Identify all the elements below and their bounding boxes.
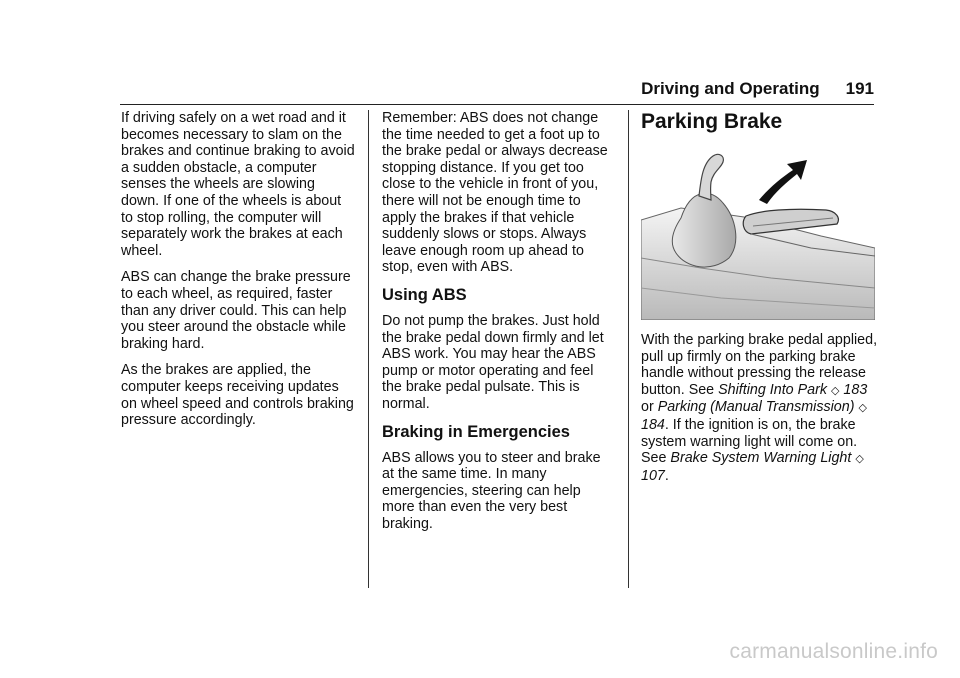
column-2 [382,110,614,542]
column-divider [368,110,369,588]
paragraph: ABS can change the brake pressure to each wheel, as required, faster than any driver could. This can help you steer around the obstacle while braking hard. [121,269,351,352]
page-ref-icon: ◇ [858,402,867,415]
subheading-braking-emergencies: Braking in Emergencies [382,422,570,441]
page-ref[interactable]: 107 [641,467,665,484]
link-shifting-into-park[interactable]: Shifting Into Park [718,381,827,398]
link-brake-system-warning-light[interactable]: Brake System Warning Light [670,450,852,467]
column-1 [121,110,357,439]
paragraph: Do not pump the brakes. Just hold the brake pedal down firmly and let ABS work. You may hear the ABS pump or motor operating and feel the brake pedal pulsate. This is normal. [382,312,604,412]
page-ref-icon: ◇ [830,384,840,397]
section-heading: Parking Brake [641,110,783,133]
watermark: carmanualsonline.info [729,640,938,663]
section-title: Driving and Operating [641,79,820,98]
page-number: 191 [845,79,874,98]
header-rule [120,104,874,105]
page-ref[interactable]: 184 [641,416,665,433]
column-3 [641,110,881,494]
link-parking-manual-transmission[interactable]: Parking (Manual Transmission) [657,399,855,416]
paragraph: With the parking brake pedal applied, pull up firmly on the parking brake handle without pressing the release button. See Shifting Into Park ◇ 183 or Parking (Manual Transmission) ◇ 184. If the ignition is on, the brake system warning light will come on. See Brake System Warning Light ◇ 107. [641,332,878,484]
page-ref-icon: ◇ [855,453,864,466]
parking-brake-lever-icon [641,148,875,320]
column-divider [628,110,629,588]
paragraph: As the brakes are applied, the computer keeps receiving updates on wheel speed and controls braking pressure accordingly. [121,362,354,429]
parking-brake-illustration [641,148,875,320]
page-ref[interactable]: 183 [843,381,868,398]
paragraph: Remember: ABS does not change the time needed to get a foot up to the brake pedal or always decrease stopping distance. If you get too close to the vehicle in front of you, there will not be enough time to apply the brakes if that vehicle suddenly slows or stops. Always leave enough room up ahead to stop, even with ABS. [382,110,608,276]
running-header [641,79,874,99]
paragraph: ABS allows you to steer and brake at the same time. In many emergencies, steering can help more than even the very best braking. [382,449,601,532]
paragraph: If driving safely on a wet road and it becomes necessary to slam on the brakes and continue braking to avoid a sudden obstacle, a computer senses the wheels are slowing down. If one of the wheels is about to stop rolling, the computer will separately work the brakes at each wheel. [121,110,355,259]
subheading-using-abs: Using ABS [382,285,467,304]
